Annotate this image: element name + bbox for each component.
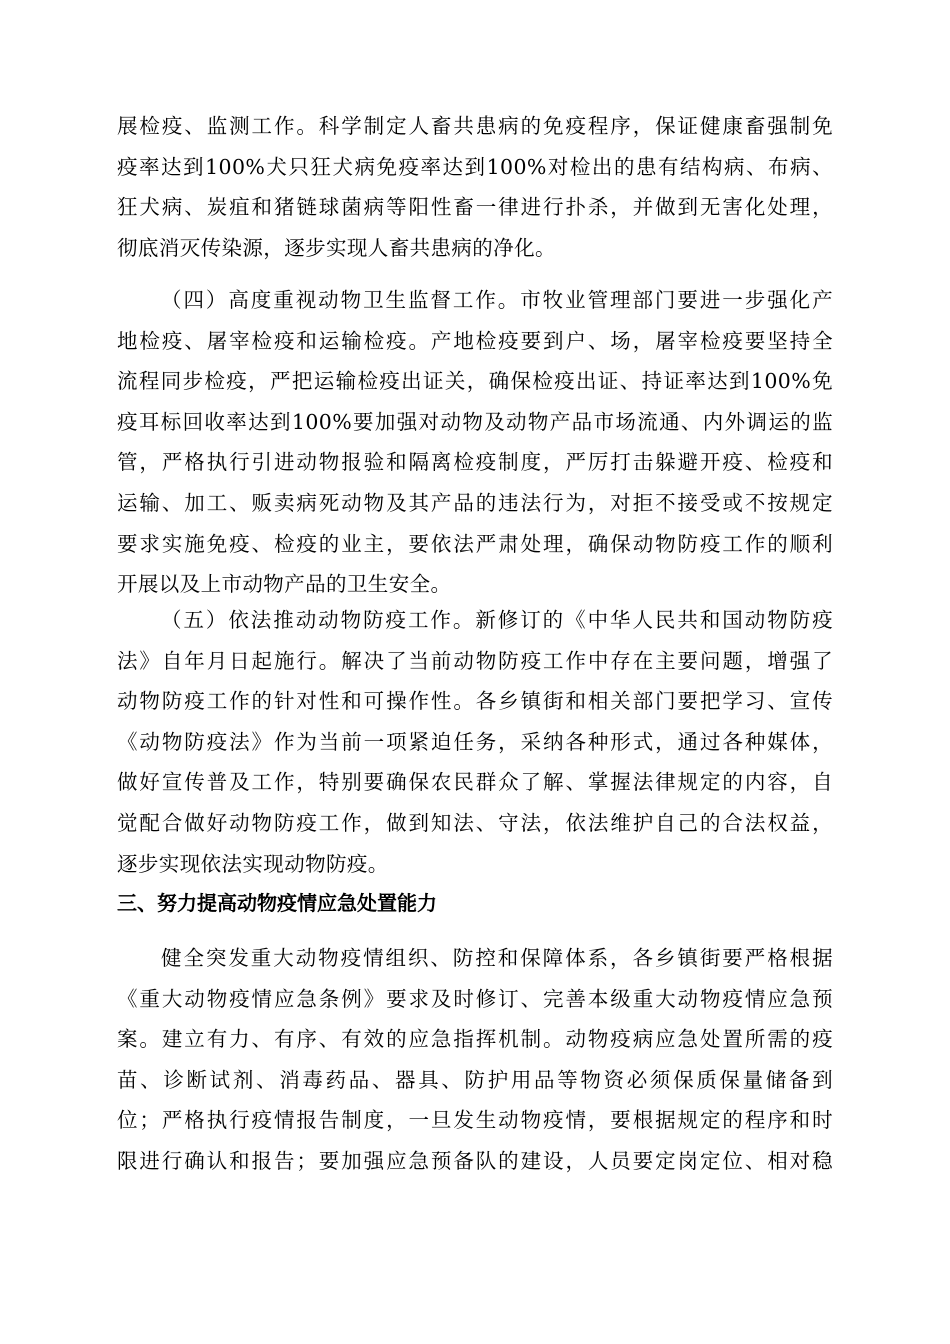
paragraph-law-based-prevention bbox=[117, 600, 833, 884]
paragraph-emergency-response bbox=[117, 938, 833, 1182]
text-line: （五）依法推动动物防疫工作。新修订的《中华人民共和国动物防疫 bbox=[161, 608, 833, 632]
section-heading: 三、努力提高动物疫情应急处置能力 bbox=[117, 891, 437, 915]
text-line: 法》自年月日起施行。解决了当前动物防疫工作中存在主要问题，增强了 bbox=[117, 648, 833, 673]
text-line: 彻底消灭传染源，逐步实现人畜共患病的净化。 bbox=[117, 235, 556, 260]
text-line: 流程同步检疫，严把运输检疫出证关，确保检疫出证、持证率达到100%免 bbox=[117, 369, 833, 394]
text-line: 疫耳标回收率达到100%要加强对动物及动物产品市场流通、内外调运的监 bbox=[117, 409, 833, 434]
text-line: 限进行确认和报告；要加强应急预备队的建设，人员要定岗定位、相对稳 bbox=[117, 1148, 833, 1173]
text-line: 开展以及上市动物产品的卫生安全。 bbox=[117, 572, 452, 597]
text-line: 展检疫、监测工作。科学制定人畜共患病的免疫程序，保证健康畜强制免 bbox=[117, 114, 833, 138]
text-line: 要求实施免疫、检疫的业主，要依法严肃处理，确保动物防疫工作的顺利 bbox=[117, 531, 833, 556]
text-line: 觉配合做好动物防疫工作，做到知法、守法，依法维护自己的合法权益， bbox=[117, 810, 833, 835]
text-line: 疫率达到100%犬只狂犬病免疫率达到100%对检出的患有结构病、布病、 bbox=[117, 154, 833, 179]
text-line: 位；严格执行疫情报告制度，一旦发生动物疫情，要根据规定的程序和时 bbox=[117, 1108, 833, 1133]
text-line: 动物防疫工作的针对性和可操作性。各乡镇街和相关部门要把学习、宣传 bbox=[117, 689, 833, 714]
text-line: 《动物防疫法》作为当前一项紧迫任务，采纳各种形式，通过各种媒体， bbox=[117, 729, 833, 754]
text-line: 苗、诊断试剂、消毒药品、器具、防护用品等物资必须保质保量储备到 bbox=[117, 1067, 833, 1092]
text-line: 逐步实现依法实现动物防疫。 bbox=[117, 851, 389, 876]
text-line: 地检疫、屠宰检疫和运输检疫。产地检疫要到户、场，屠宰检疫要坚持全 bbox=[117, 328, 833, 353]
paragraph-zoonosis-quarantine bbox=[117, 106, 833, 268]
text-line: 做好宣传普及工作，特别要确保农民群众了解、掌握法律规定的内容，自 bbox=[117, 770, 833, 795]
paragraph-animal-health-supervision bbox=[117, 280, 833, 605]
text-line: 案。建立有力、有序、有效的应急指挥机制。动物疫病应急处置所需的疫 bbox=[117, 1027, 833, 1052]
text-line: 《重大动物疫情应急条例》要求及时修订、完善本级重大动物疫情应急预 bbox=[117, 986, 833, 1011]
text-line: 狂犬病、炭疽和猪链球菌病等阳性畜一律进行扑杀，并做到无害化处理， bbox=[117, 195, 833, 220]
text-line: 管，严格执行引进动物报验和隔离检疫制度，严厉打击躲避开疫、检疫和 bbox=[117, 450, 833, 475]
text-line: 运输、加工、贩卖病死动物及其产品的违法行为，对拒不接受或不按规定 bbox=[117, 490, 833, 515]
text-line: （四）高度重视动物卫生监督工作。市牧业管理部门要进一步强化产 bbox=[161, 288, 833, 312]
text-line: 健全突发重大动物疫情组织、防控和保障体系，各乡镇街要严格根据 bbox=[161, 946, 833, 970]
